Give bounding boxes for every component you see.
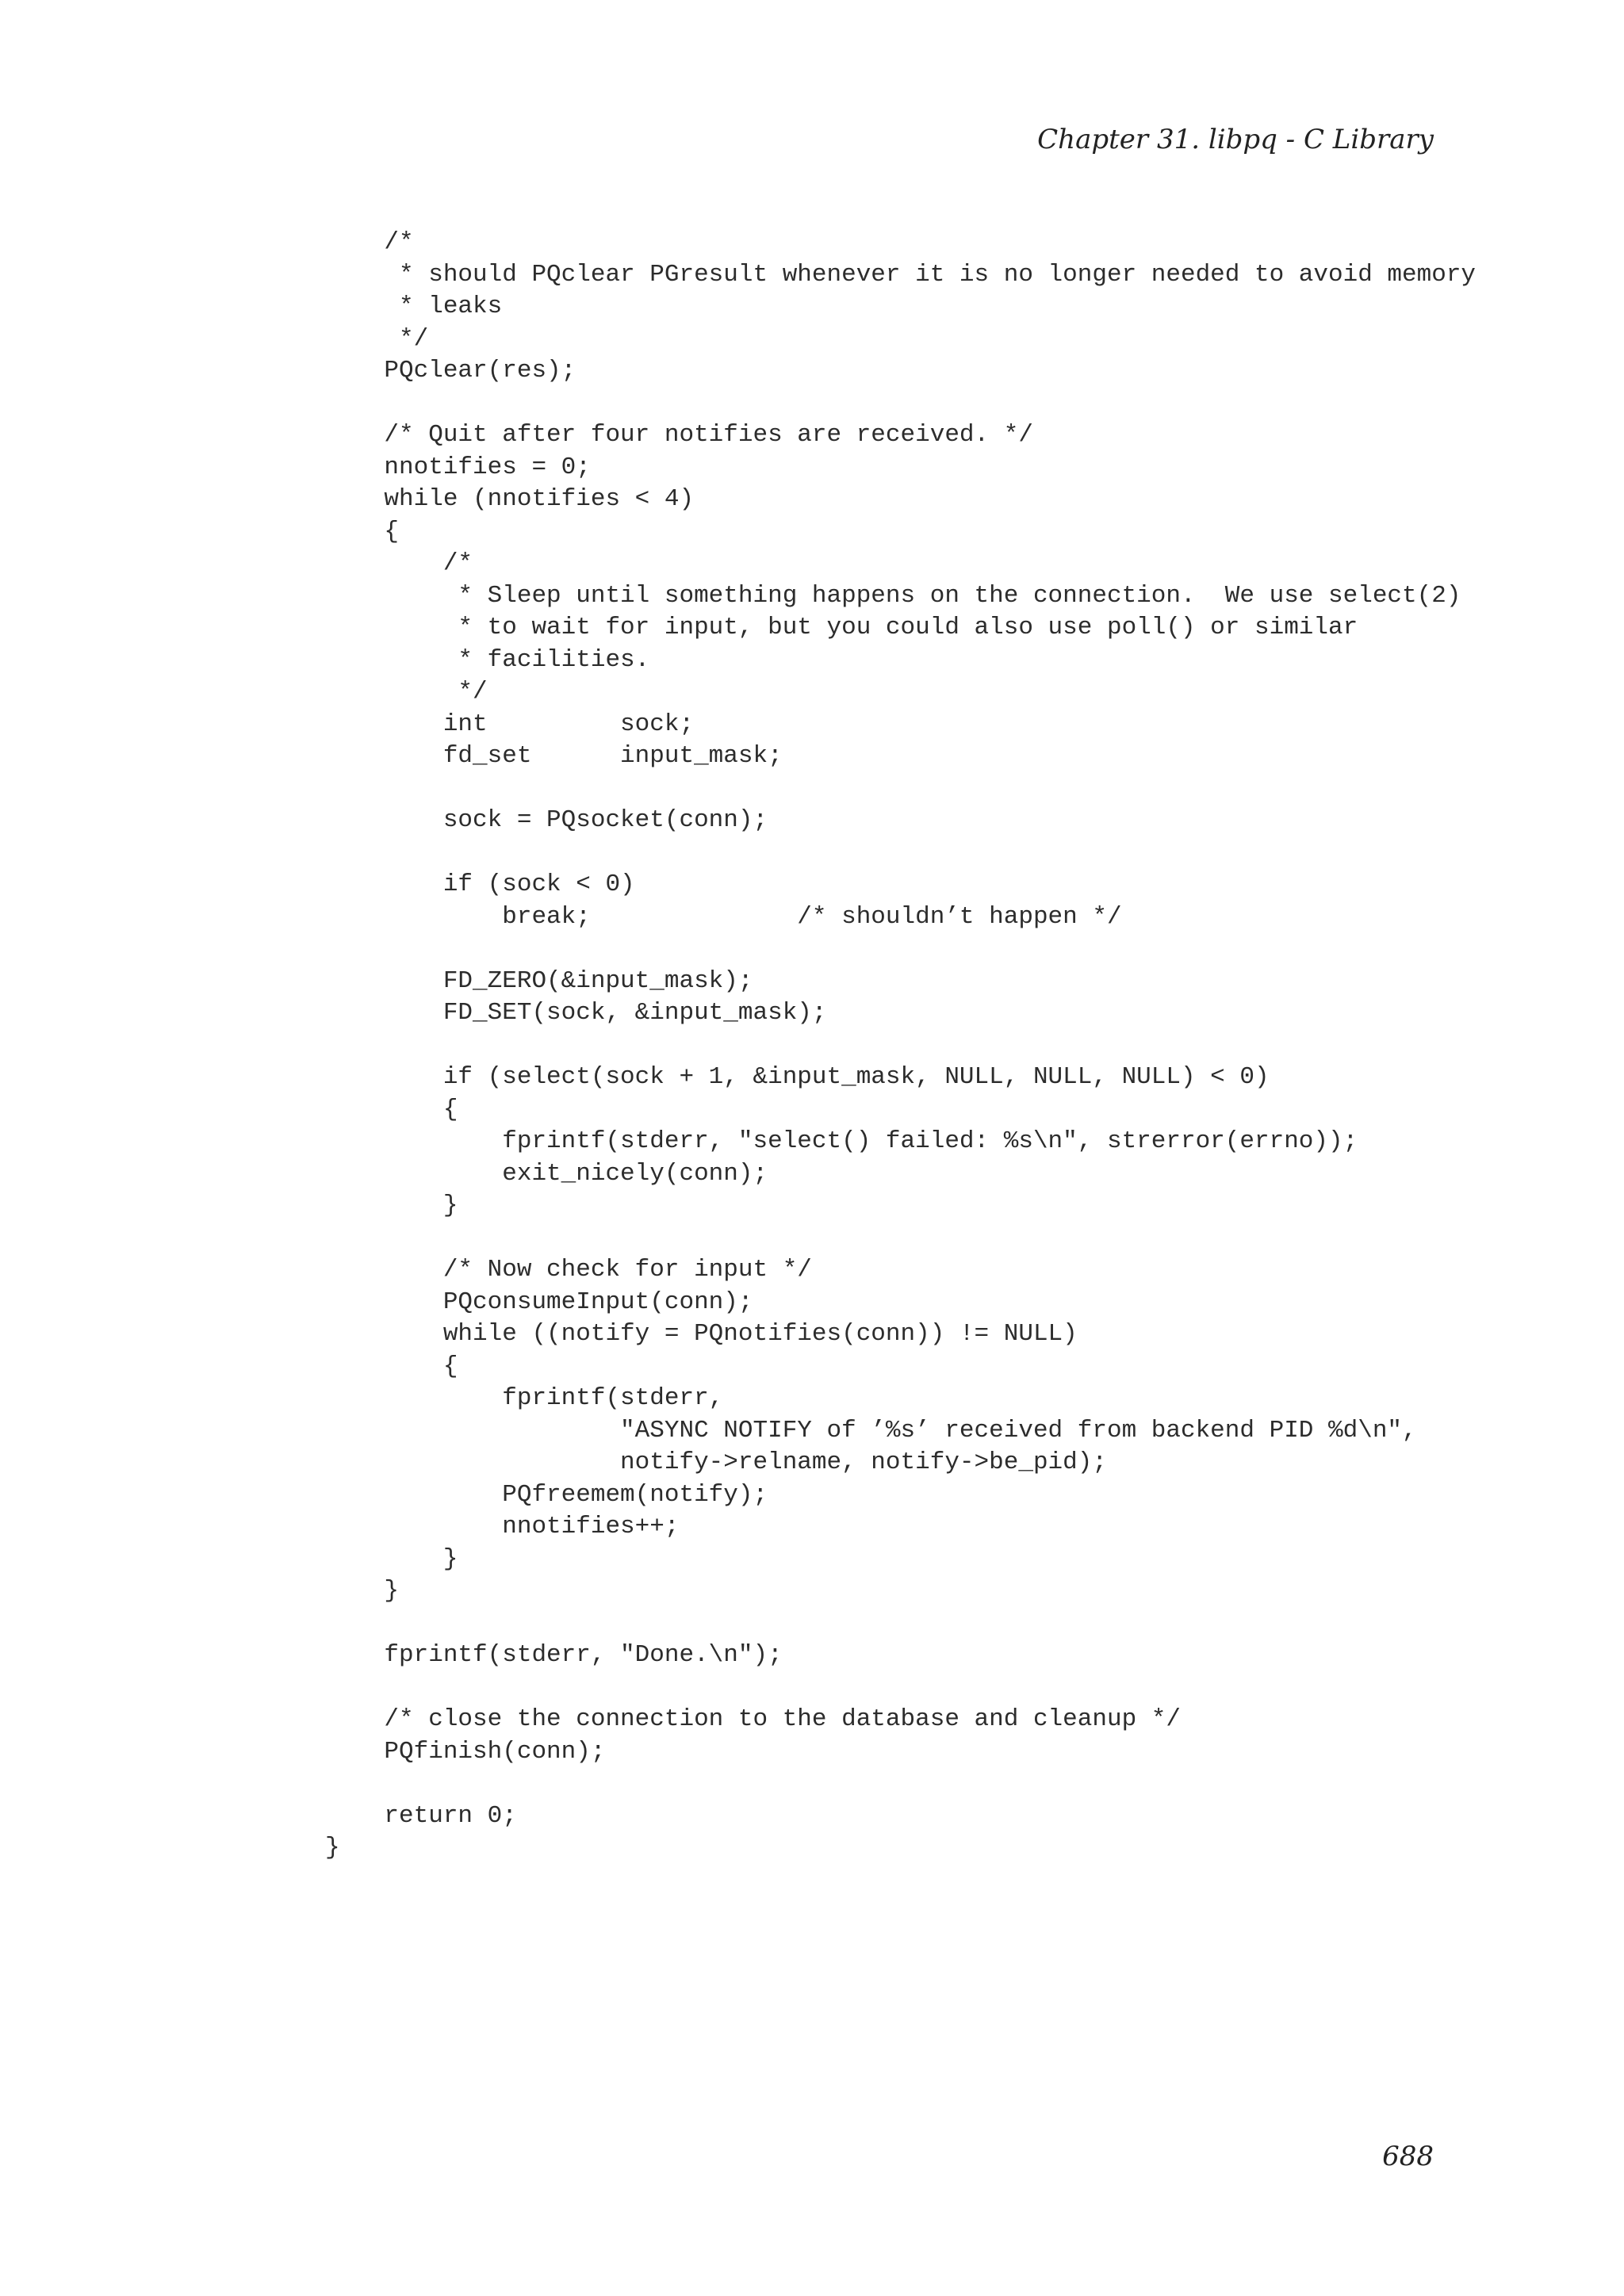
code-line: fd_set input_mask; [325, 742, 783, 770]
code-line: notify->relname, notify->be_pid); [325, 1448, 1107, 1476]
code-line: * should PQclear PGresult whenever it is no longer needed to avoid memory [325, 260, 1477, 289]
code-line: fprintf(stderr, "Done.\n"); [325, 1641, 783, 1669]
code-line: while ((notify = PQnotifies(conn)) != NULL) [325, 1320, 1078, 1348]
code-line: return 0; [325, 1801, 517, 1830]
code-line: PQfreemem(notify); [325, 1480, 768, 1509]
code-line: * Sleep until something happens on the connection. We use select(2) [325, 581, 1461, 610]
page-number: 688 [1382, 2141, 1434, 2172]
code-line: while (nnotifies < 4) [325, 485, 695, 513]
code-line [325, 837, 1476, 870]
code-line [325, 933, 1476, 966]
code-line: { [325, 517, 400, 545]
code-line [325, 1030, 1476, 1062]
code-line: PQclear(res); [325, 357, 576, 385]
chapter-header: Chapter 31. libpq - C Library [1037, 124, 1434, 155]
code-line: PQconsumeInput(conn); [325, 1288, 753, 1316]
code-line: * facilities. [325, 645, 650, 674]
code-line: { [325, 1095, 458, 1123]
code-line: */ [325, 324, 429, 353]
code-line: /* [325, 228, 414, 256]
code-line: nnotifies++; [325, 1513, 680, 1540]
code-line: sock = PQsocket(conn); [325, 806, 768, 834]
code-line: FD_ZERO(&input_mask); [325, 966, 753, 995]
code-line: nnotifies = 0; [325, 453, 591, 481]
code-line: if (select(sock + 1, &input_mask, NULL, NULL, NULL) < 0) [325, 1063, 1270, 1091]
code-line: PQfinish(conn); [325, 1737, 606, 1766]
code-line [325, 388, 1476, 420]
code-line: /* Now check for input */ [325, 1256, 812, 1284]
code-line: { [325, 1352, 458, 1380]
code-line [325, 1768, 1476, 1800]
code-listing [325, 227, 1476, 1865]
code-line [325, 1223, 1476, 1255]
code-line: /* [325, 549, 473, 577]
code-line [325, 1672, 1476, 1705]
code-line: exit_nicely(conn); [325, 1159, 768, 1188]
code-line: int sock; [325, 710, 695, 738]
code-line: fprintf(stderr, [325, 1384, 724, 1412]
code-line: } [325, 1544, 458, 1573]
code-line: * leaks [325, 293, 503, 320]
code-line: FD_SET(sock, &input_mask); [325, 999, 827, 1027]
code-line [325, 773, 1476, 806]
code-line: /* close the connection to the database and cleanup */ [325, 1705, 1181, 1733]
code-line: /* Quit after four notifies are received. */ [325, 421, 1033, 449]
code-line: } [325, 1192, 458, 1219]
code-line: */ [325, 678, 488, 706]
code-line: } [325, 1577, 400, 1605]
code-line: "ASYNC NOTIFY of ’%s’ received from backend PID %d\n", [325, 1416, 1417, 1445]
code-line: fprintf(stderr, "select() failed: %s\n", strerror(errno)); [325, 1127, 1358, 1155]
code-line: break; /* shouldn’t happen */ [325, 902, 1122, 931]
code-line: } [325, 1834, 340, 1862]
code-line [325, 1608, 1476, 1640]
code-line: if (sock < 0) [325, 871, 635, 898]
code-line: * to wait for input, but you could also use poll() or similar [325, 614, 1358, 641]
